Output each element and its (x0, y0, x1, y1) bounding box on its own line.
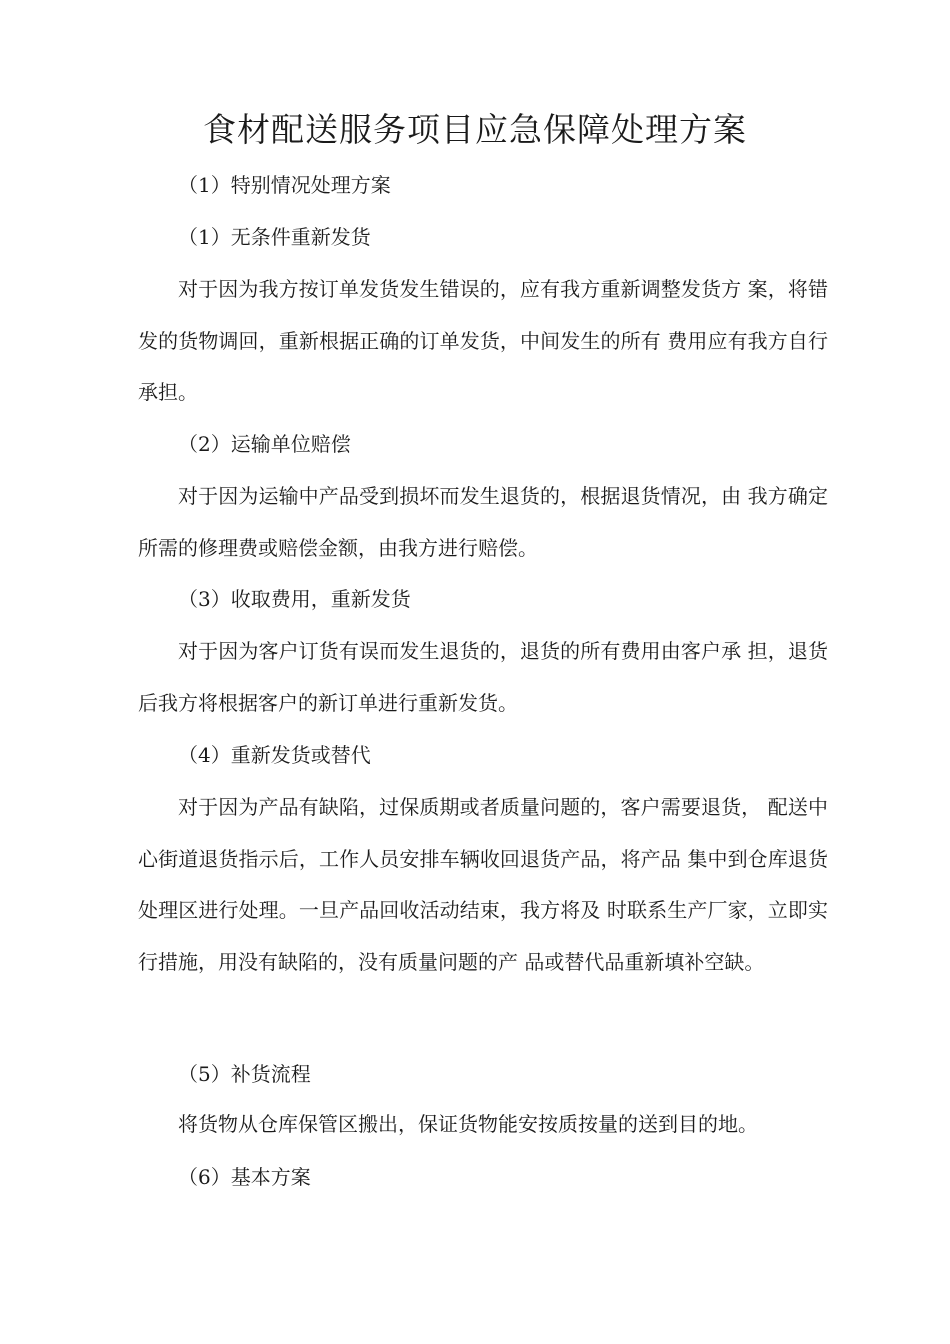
section-paragraph: 对于因为客户订货有误而发生退货的，退货的所有费用由客户承 担，退货后我方将根据客户的新订单进行重新发货。 (138, 639, 828, 715)
section-paragraph: 将货物从仓库保管区搬出，保证货物能安按质按量的送到目的地。 (178, 1112, 758, 1136)
section-paragraph: 对于因为运输中产品受到损坏而发生退货的，根据退货情况，由 我方确定所需的修理费或赔偿金额，由我方进行赔偿。 (138, 484, 828, 560)
section-heading: （1）无条件重新发货 (178, 225, 371, 249)
section-heading: （2）运输单位赔偿 (178, 432, 351, 456)
section-heading: （6）基本方案 (178, 1165, 311, 1189)
document-title: 食材配送服务项目应急保障处理方案 (203, 110, 747, 149)
section-heading: （1）特别情况处理方案 (178, 173, 391, 197)
section-heading: （4）重新发货或替代 (178, 743, 371, 767)
section-heading: （5）补货流程 (178, 1062, 311, 1086)
section-paragraph: 对于因为产品有缺陷，过保质期或者质量问题的，客户需要退货， 配送中心街道退货指示后，工作人员安排车辆收回退货产品，将产品 集中到仓库退货处理区进行处理。一旦产品回收活动结束，我方将及 时联系生产厂家，立即实行措施，用没有缺陷的，没有质量问题的产 品或替代品重新填补空缺。 (138, 795, 828, 974)
section-paragraph: 对于因为我方按订单发货发生错误的，应有我方重新调整发货方 案，将错发的货物调回，重新根据正确的订单发货，中间发生的所有 费用应有我方自行承担。 (138, 277, 828, 404)
section-heading: （3）收取费用，重新发货 (178, 587, 411, 611)
